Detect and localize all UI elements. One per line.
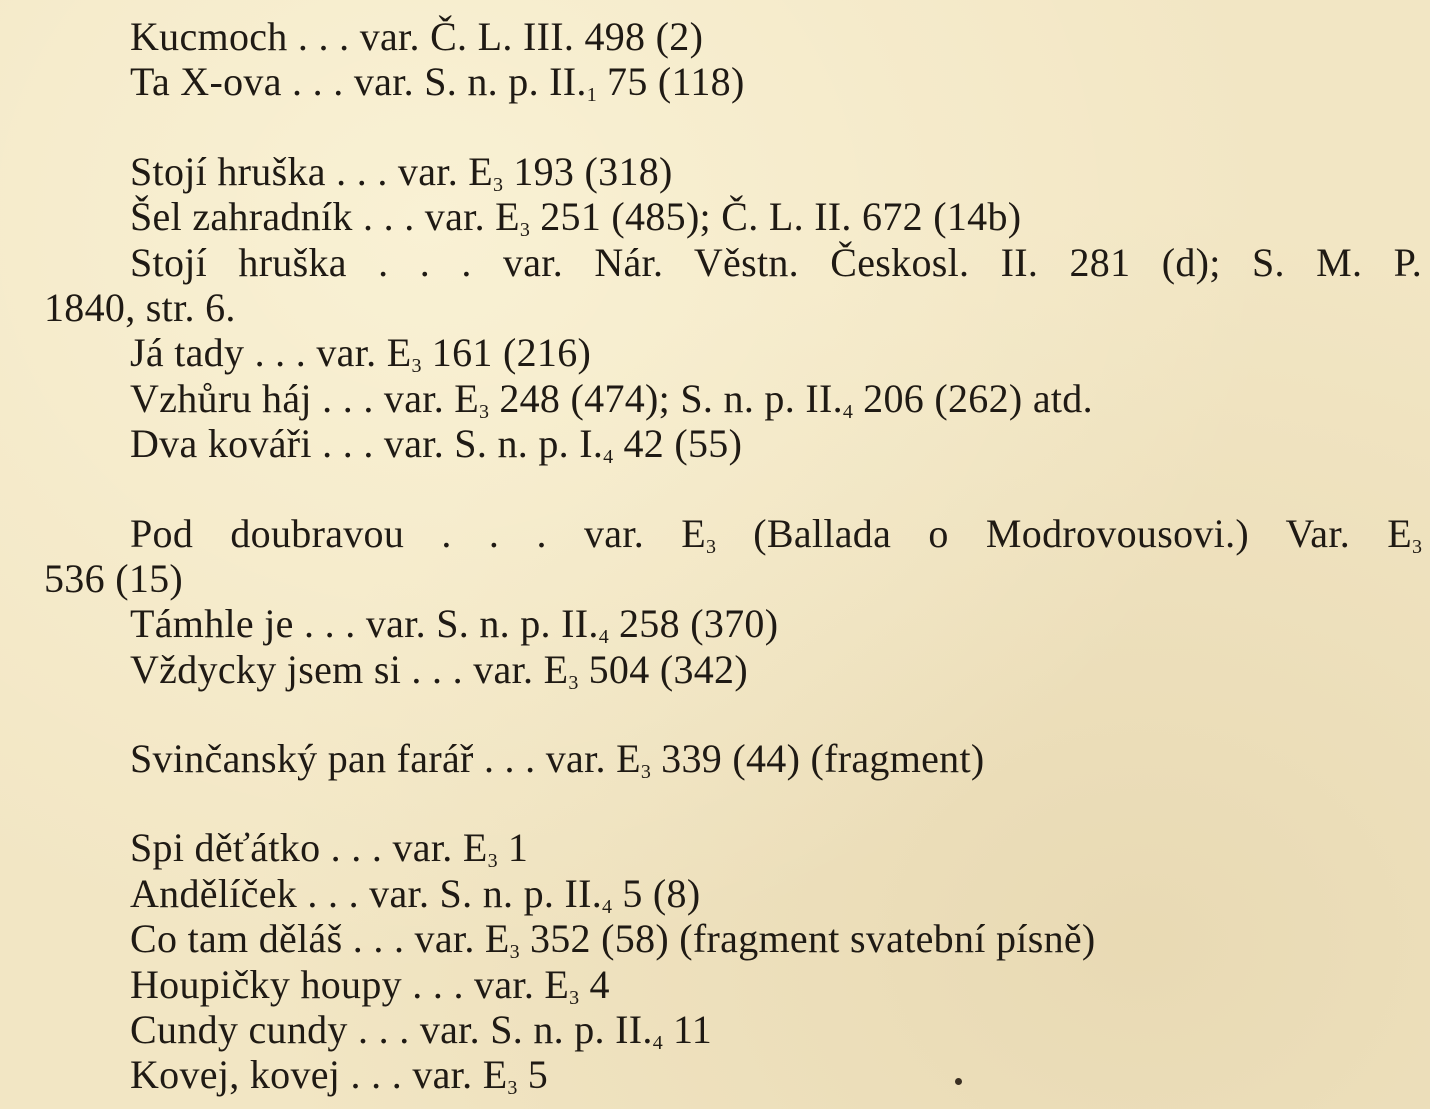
- entry-line: Vzhůru háj . . . var. $E_3$ 248 (474); S. n. p. $II._4$ 206 (262) atd.: [130, 375, 1093, 423]
- ink-speck: [955, 1078, 962, 1085]
- subscript-index: 3: [493, 173, 504, 196]
- entry-line: Kovej, kovej . . . var. $E_3$ 5: [130, 1052, 549, 1100]
- subscript-index: 4: [602, 895, 613, 918]
- subscript-index: 3: [706, 535, 717, 556]
- entry-line: Co tam děláš . . . var. $E_3$ 352 (58) (fragment svatební písně): [130, 916, 1096, 964]
- subscript-index: 3: [509, 941, 520, 964]
- subscript-index: 3: [519, 219, 530, 242]
- entry-continuation: 1840, str. 6.: [44, 284, 236, 330]
- subscript-index: 3: [507, 1077, 518, 1100]
- entry-line: Já tady . . . var. $E_3$ 161 (216): [130, 330, 592, 378]
- subscript-index: 3: [487, 850, 498, 873]
- entry-group: [0, 149, 1430, 467]
- subscript-index: 4: [603, 446, 614, 469]
- subscript-index: 3: [640, 761, 651, 784]
- group-spacer: [0, 467, 1430, 511]
- entry-line: Ta X-ova . . . var. S. n. p. $II._1$ 75 (118): [130, 59, 745, 107]
- subscript-index: 3: [1412, 535, 1423, 556]
- subscript-index: 1: [586, 84, 597, 107]
- entry-line: Támhle je . . . var. S. n. p. $II._4$ 258 (370): [130, 601, 779, 649]
- group-spacer: [0, 692, 1430, 736]
- entry-group: [0, 825, 1430, 1100]
- entry-line: Cundy cundy . . . var. S. n. p. $II._4$ 11: [130, 1007, 713, 1055]
- entry-line: Andělíček . . . var. S. n. p. $II._4$ 5 (8): [130, 870, 701, 918]
- subscript-index: 4: [652, 1032, 663, 1055]
- entry-line: Svinčanský pan farář . . . var. $E_3$ 339 (44) (fragment): [130, 736, 985, 784]
- subscript-index: 4: [842, 400, 853, 423]
- entry-line: Dva kováři . . . var. S. n. p. $I._4$ 42 (55): [130, 421, 743, 469]
- entry-line: Stojí hruška . . . var. $E_3$ 193 (318): [130, 148, 673, 196]
- entry-line: Šel zahradník . . . var. $E_3$ 251 (485); Č. L. II. 672 (14b): [130, 194, 1022, 242]
- group-spacer: [0, 781, 1430, 825]
- entry-line: Spi děťátko . . . var. $E_3$ 1: [130, 825, 529, 873]
- entry-group: [0, 511, 1430, 693]
- subscript-index: 3: [479, 400, 490, 423]
- entry-group: [0, 736, 1430, 784]
- entry-line: Vždycky jsem si . . . var. $E_3$ 504 (342): [130, 646, 748, 694]
- subscript-index: 3: [569, 986, 580, 1009]
- group-spacer: [0, 105, 1430, 149]
- entry-line: Kucmoch . . . var. Č. L. III. 498 (2): [130, 14, 704, 59]
- entry-line: Stojí hruška . . . var. Nár. Věstn. Českosl. II. 281 (d); S. M. P.: [130, 239, 1422, 285]
- subscript-index: 3: [411, 355, 422, 378]
- subscript-index: 3: [568, 671, 579, 694]
- subscript-index: 4: [598, 626, 609, 649]
- entry-line: Houpičky houpy . . . var. $E_3$ 4: [130, 961, 610, 1009]
- entry-group: [0, 14, 1430, 105]
- entry-line: Pod doubravou . . . var. $E_3$ (Ballada o Modrovousovi.) Var. $E_3$: [130, 510, 1423, 556]
- entry-continuation: 536 (15): [44, 555, 184, 601]
- document-page: [0, 14, 1430, 1098]
